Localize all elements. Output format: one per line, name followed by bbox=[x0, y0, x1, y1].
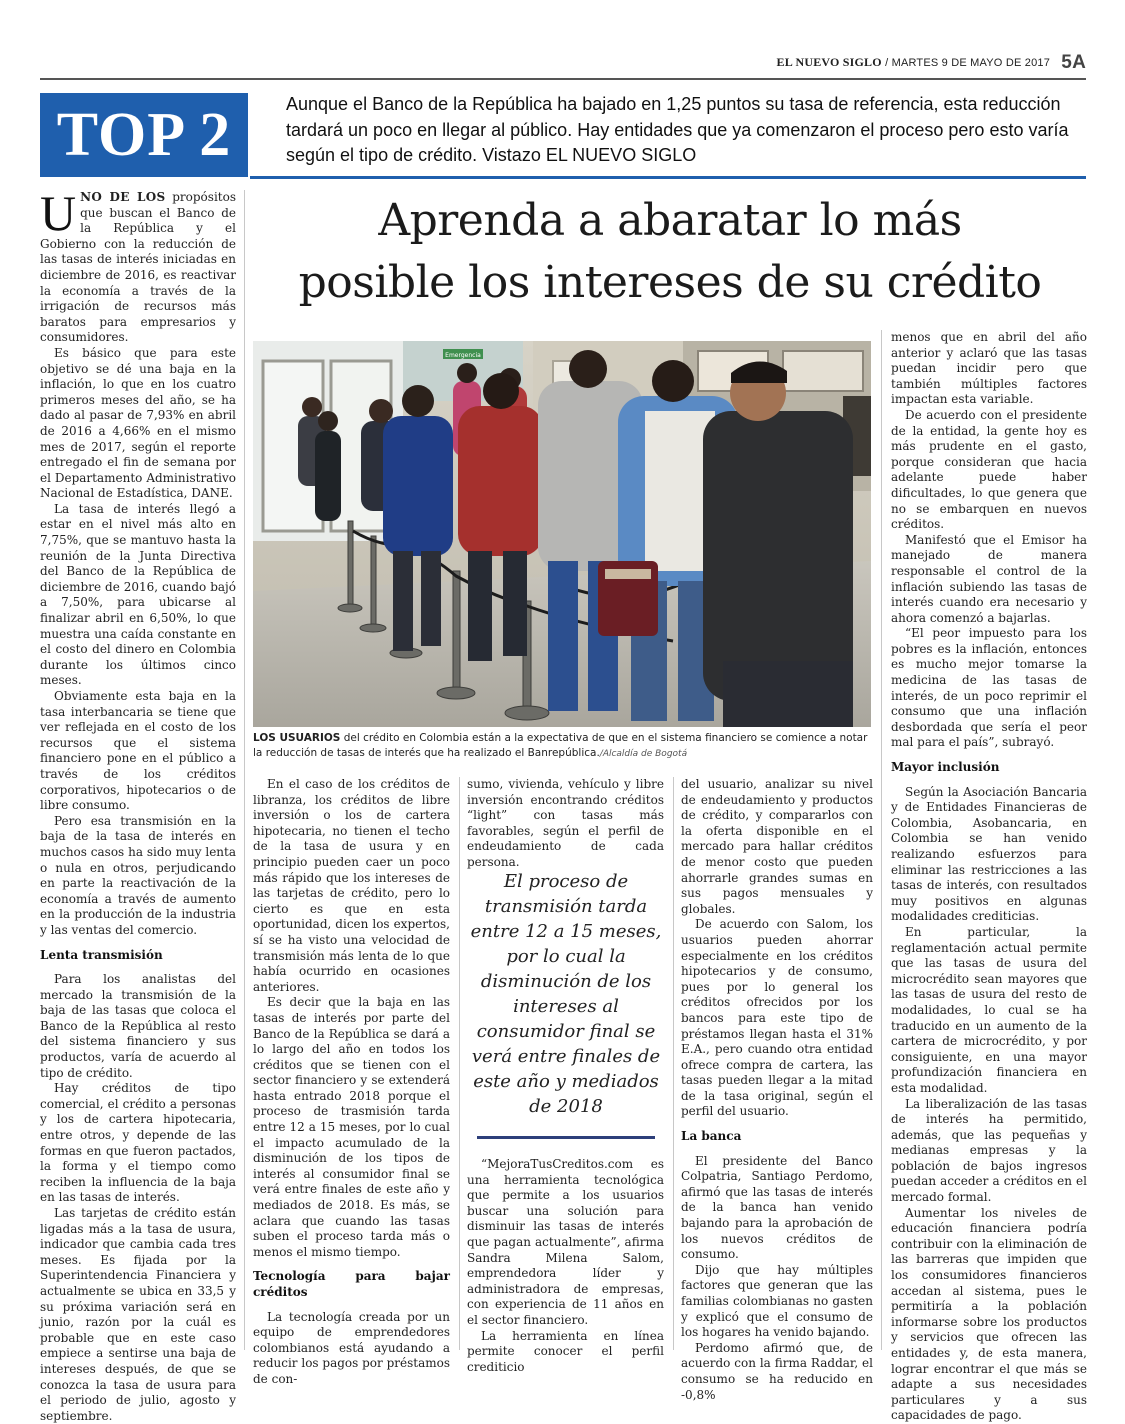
news-photo bbox=[253, 341, 871, 727]
paragraph: Para los analistas del mercado la transmisión de la baja de las tasas que coloca el Banco de la República al resto del sistema financiero y sus productos, varía de acuerdo al tipo de crédito. bbox=[40, 972, 236, 1080]
paragraph: Es básico que para este objetivo se dé una baja en la inflación, lo que en los cuatro primeros meses del año, se ha dado al pasar de 7,93% en abril de 2016 a 4,66% en el mismo mes de 2017, según el reporte entregado el fin de semana por el Departamento Administrativo Nacional de Estadística, DANE. bbox=[40, 345, 236, 501]
subhead: Mayor inclusión bbox=[891, 760, 1000, 775]
paragraph: En particular, la reglamentación actual permite que las tasas de usura del microcrédito sean mayores que las tasas de usura del resto de modalidades, lo cual se ha traducido en un aumento de la cartera de microcrédito, y por consiguiente, en una mayor profundización financiera en esta modalidad. bbox=[891, 924, 1087, 1095]
article-column-4 bbox=[681, 777, 873, 1403]
paragraph: “MejoraTusCreditos.com es una herramienta tecnológica que permite a los usuarios buscar una solución para disminuir las tasas de interés que pagan actualmente”, afirma Sandra Milena Salom, emprendedora líder y administradora de empresas, con experiencia de 11 años en el sector financiero. bbox=[467, 1157, 664, 1327]
issue-date: / MARTES 9 DE MAYO DE 2017 bbox=[885, 57, 1051, 69]
section-label: TOP 2 bbox=[40, 93, 248, 177]
emergency-sign-text: Emergencia bbox=[445, 352, 481, 359]
page-number: 5A bbox=[1061, 52, 1086, 73]
paragraph: La herramienta en línea permite conocer el perfil crediticio bbox=[467, 1328, 664, 1374]
column-divider bbox=[459, 777, 460, 1350]
paragraph: menos que en abril del año anterior y aclaró que las tasas puedan incidir pero que también múltiples factores impactan esta variable. bbox=[891, 330, 1087, 407]
section-rule bbox=[250, 176, 1086, 179]
paragraph: sumo, vivienda, vehículo y libre inversión encontrando créditos “light” con tasas más favorables, según el perfil de endeudamiento de cada persona. bbox=[467, 777, 664, 869]
caption-text: del crédito en Colombia están a la expectativa de que en el sistema financiero se comience a notar la reducción de tasas de interés que ha realizado el Banrepública. bbox=[253, 732, 868, 759]
article-column-3 bbox=[467, 777, 664, 871]
article-column-1 bbox=[40, 185, 236, 1424]
photo-caption bbox=[253, 731, 871, 761]
publication-name: EL NUEVO SIGLO bbox=[776, 55, 882, 69]
paragraph: Obviamente esta baja en la tasa interbancaria se tiene que ver reflejada en el costo de los recursos que el sistema financiero pone en el público a través de los créditos corporativos, hipotecarios o de libre consumo. bbox=[40, 689, 236, 813]
paragraph: “El peor impuesto para los pobres es la inflación, entonces es mucho mejor tomarse la medicina de las tasas de interés, de un poco reprimir el consumo que una inflación desbordada que sería el peor mal para el país”, subrayó. bbox=[891, 626, 1087, 750]
page-folio bbox=[700, 52, 1086, 74]
pull-quote-rule bbox=[477, 1136, 655, 1139]
header-rule bbox=[40, 78, 1086, 80]
photo-credit: /Alcaldía de Bogotá bbox=[599, 748, 688, 759]
paragraph: La tasa de interés llegó a estar en el nivel más alto en 7,75%, que se mantuvo hasta la reunión de la Junta Directiva del Banco de la República de diciembre de 2016, cuando bajó a 7,50%, para ubicarse al finalizar abril en 6,50%, lo que muestra una caída constante en el costo del dinero en Colombia durante los últimos cinco meses. bbox=[40, 501, 236, 688]
paragraph: Según la Asociación Bancaria y de Entidades Financieras de Colombia, Asobancaria, en Colombia se han venido realizando esfuerzos para eliminar las restricciones a las tasas de interés, con resultados muy positivos en algunas modalidades crediticias. bbox=[891, 784, 1087, 924]
headline-line-2: posible los intereses de su crédito bbox=[298, 257, 1042, 308]
paragraph: La tecnología creada por un equipo de emprendedores colombianos está ayudando a reducir los pagos por préstamos de con- bbox=[253, 1309, 450, 1386]
paragraph: De acuerdo con Salom, los usuarios pueden ahorrar especialmente en los créditos hipotecarios y de consumo, pues por lo general los créditos ofrecidos por los bancos para este tipo de préstamos llegan hasta el 31% E.A., pero cuando otra entidad ofrece compra de cartera, las tasas pueden llegar a la mitad de la tasa original, según el perfil del usuario. bbox=[681, 917, 873, 1119]
subhead: La banca bbox=[681, 1129, 742, 1144]
paragraph: Aumentar los niveles de educación financiera podría contribuir con la eliminación de las barreras que impiden que los consumidores financieros accedan al sistema, pues le permitiría a la población informarse sobre los productos y servicios que ofrecen las entidades y, de esta manera, lograr encontrar el que más se adapte a sus necesidades particulares y a sus capacidades de pago. bbox=[891, 1205, 1087, 1423]
column-divider bbox=[244, 190, 245, 1350]
paragraph: UNO DE LOS propósitos que buscan el Banco de la República y el Gobierno con la reducción de las tasas de interés iniciadas en diciembre de 2016, es reactivar la economía a través de la irrigación de recursos más baratos para empresarios y consumidores. bbox=[40, 185, 236, 345]
paragraph: El presidente del Banco Colpatria, Santiago Perdomo, afirmó que las tasas de interés de la banca han venido bajando para la aprobación de los nuevos créditos de consumo. bbox=[681, 1153, 873, 1262]
paragraph: En el caso de los créditos de libranza, los créditos de libre inversión o los de cartera hipotecaria, no tienen el techo de la tasa de usura y en principio pueden caer un poco más rápido que los intereses de las tarjetas de crédito, pero lo cierto es que en esta oportunidad, dicen los expertos, sí se ha visto una velocidad de transmisión más lenta de lo que había ocurrido en ocasiones anteriores. bbox=[253, 777, 450, 994]
lede-text: Aunque el Banco de la República ha bajado en 1,25 puntos su tasa de referencia, esta reducción tardará un poco en llegar al público. Hay entidades que ya comenzaron el proceso pero esto varía según el tipo de crédito. Vistazo EL NUEVO SIGLO bbox=[286, 94, 1069, 165]
paragraph: Manifestó que el Emisor ha manejado de manera responsable el control de la inflación subiendo las tasas de interés cuando era necesario y ahora comenzó a bajarlas. bbox=[891, 532, 1087, 625]
paragraph: del usuario, analizar su nivel de endeudamiento y productos de crédito, y compararlos con la oferta disponible en el mercado para hallar créditos de menor costo que pueden ahorrarle grandes sumas en sus pagos mensuales y globales. bbox=[681, 777, 873, 916]
article-column-2 bbox=[253, 777, 450, 1388]
lead-words: NO DE LOS bbox=[80, 190, 166, 204]
bank-queue-photo bbox=[253, 341, 871, 727]
article-column-5 bbox=[891, 330, 1087, 1424]
drop-cap: U bbox=[40, 185, 77, 241]
column-divider bbox=[881, 330, 882, 1350]
column-divider bbox=[673, 777, 674, 1350]
headline bbox=[252, 190, 1088, 314]
pull-quote: El proceso de transmisión tarda entre 12 a 15 meses, por lo cual la disminución de los intereses al consumidor final se verá entre finales de este año y mediados de 2018 bbox=[470, 871, 662, 1117]
paragraph: Hay créditos de tipo comercial, el crédito a personas y los de cartera hipotecaria, entre otros, y depende de las formas en que fueron pactados, la forma y el tiempo como reciben la influencia de la baja en las tasas de interés. bbox=[40, 1081, 236, 1205]
paragraph: De acuerdo con el presidente de la entidad, la gente hoy es más prudente en el gasto, porque consideran que hacia adelante puede haber dificultades, lo que genera que no se embarquen en nuevos créditos. bbox=[891, 407, 1087, 532]
paragraph: Las tarjetas de crédito están ligadas más a la tasa de usura, indicador que cambia cada tres meses. Es fijada por la Superintendencia Financiera y actualmente se ubica en 33,5 y su próxima variación será en junio, razón por la cuál es probable que en este caso empiece a sentirse una baja de intereses después, de que se conozca la tasa de usura para el periodo de julio, agosto y septiembre. bbox=[40, 1206, 236, 1423]
paragraph: Dijo que hay múltiples factores que generan que las familias colombianas no gasten y explicó que el consumo de los hogares ha venido bajando. bbox=[681, 1262, 873, 1340]
paragraph: La liberalización de las tasas de interés ha permitido, además, que las pequeñas y medianas empresas y la población de bajos ingresos puedan acceder a créditos en el mercado formal. bbox=[891, 1096, 1087, 1205]
paragraph: Es decir que la baja en las tasas de interés por parte del Banco de la República se dará a lo largo del año en todos los créditos que se tienen con el sector financiero y se extenderá hasta entrado 2018 porque el proceso de trasmisión tarda entre 12 a 15 meses, por lo cual el impacto acumulado de la disminución de los tipos de interés al consumidor final se verá entre finales de este año y mediados de 2018. Es más, se aclara que cuando las tasas suben el proceso tarda más o menos el mismo tiempo. bbox=[253, 995, 450, 1259]
caption-lead: LOS USUARIOS bbox=[253, 732, 341, 744]
article-column-3-lower bbox=[467, 1157, 664, 1375]
paragraph: Pero esa transmisión en la baja de la tasa de interés en muchos casos ha sido muy lenta o nula en otros, perjudicando en parte la reactivación de la economía a través de aumento en la producción de la industria y las ventas del comercio. bbox=[40, 813, 236, 937]
paragraph: Perdomo afirmó que, de acuerdo con la firma Raddar, el consumo se ha reducido en -0,8% bbox=[681, 1340, 873, 1402]
headline-line-1: Aprenda a abaratar lo más bbox=[378, 195, 962, 246]
subhead: Tecnología para bajar créditos bbox=[253, 1269, 450, 1299]
subhead: Lenta transmisión bbox=[40, 947, 163, 962]
